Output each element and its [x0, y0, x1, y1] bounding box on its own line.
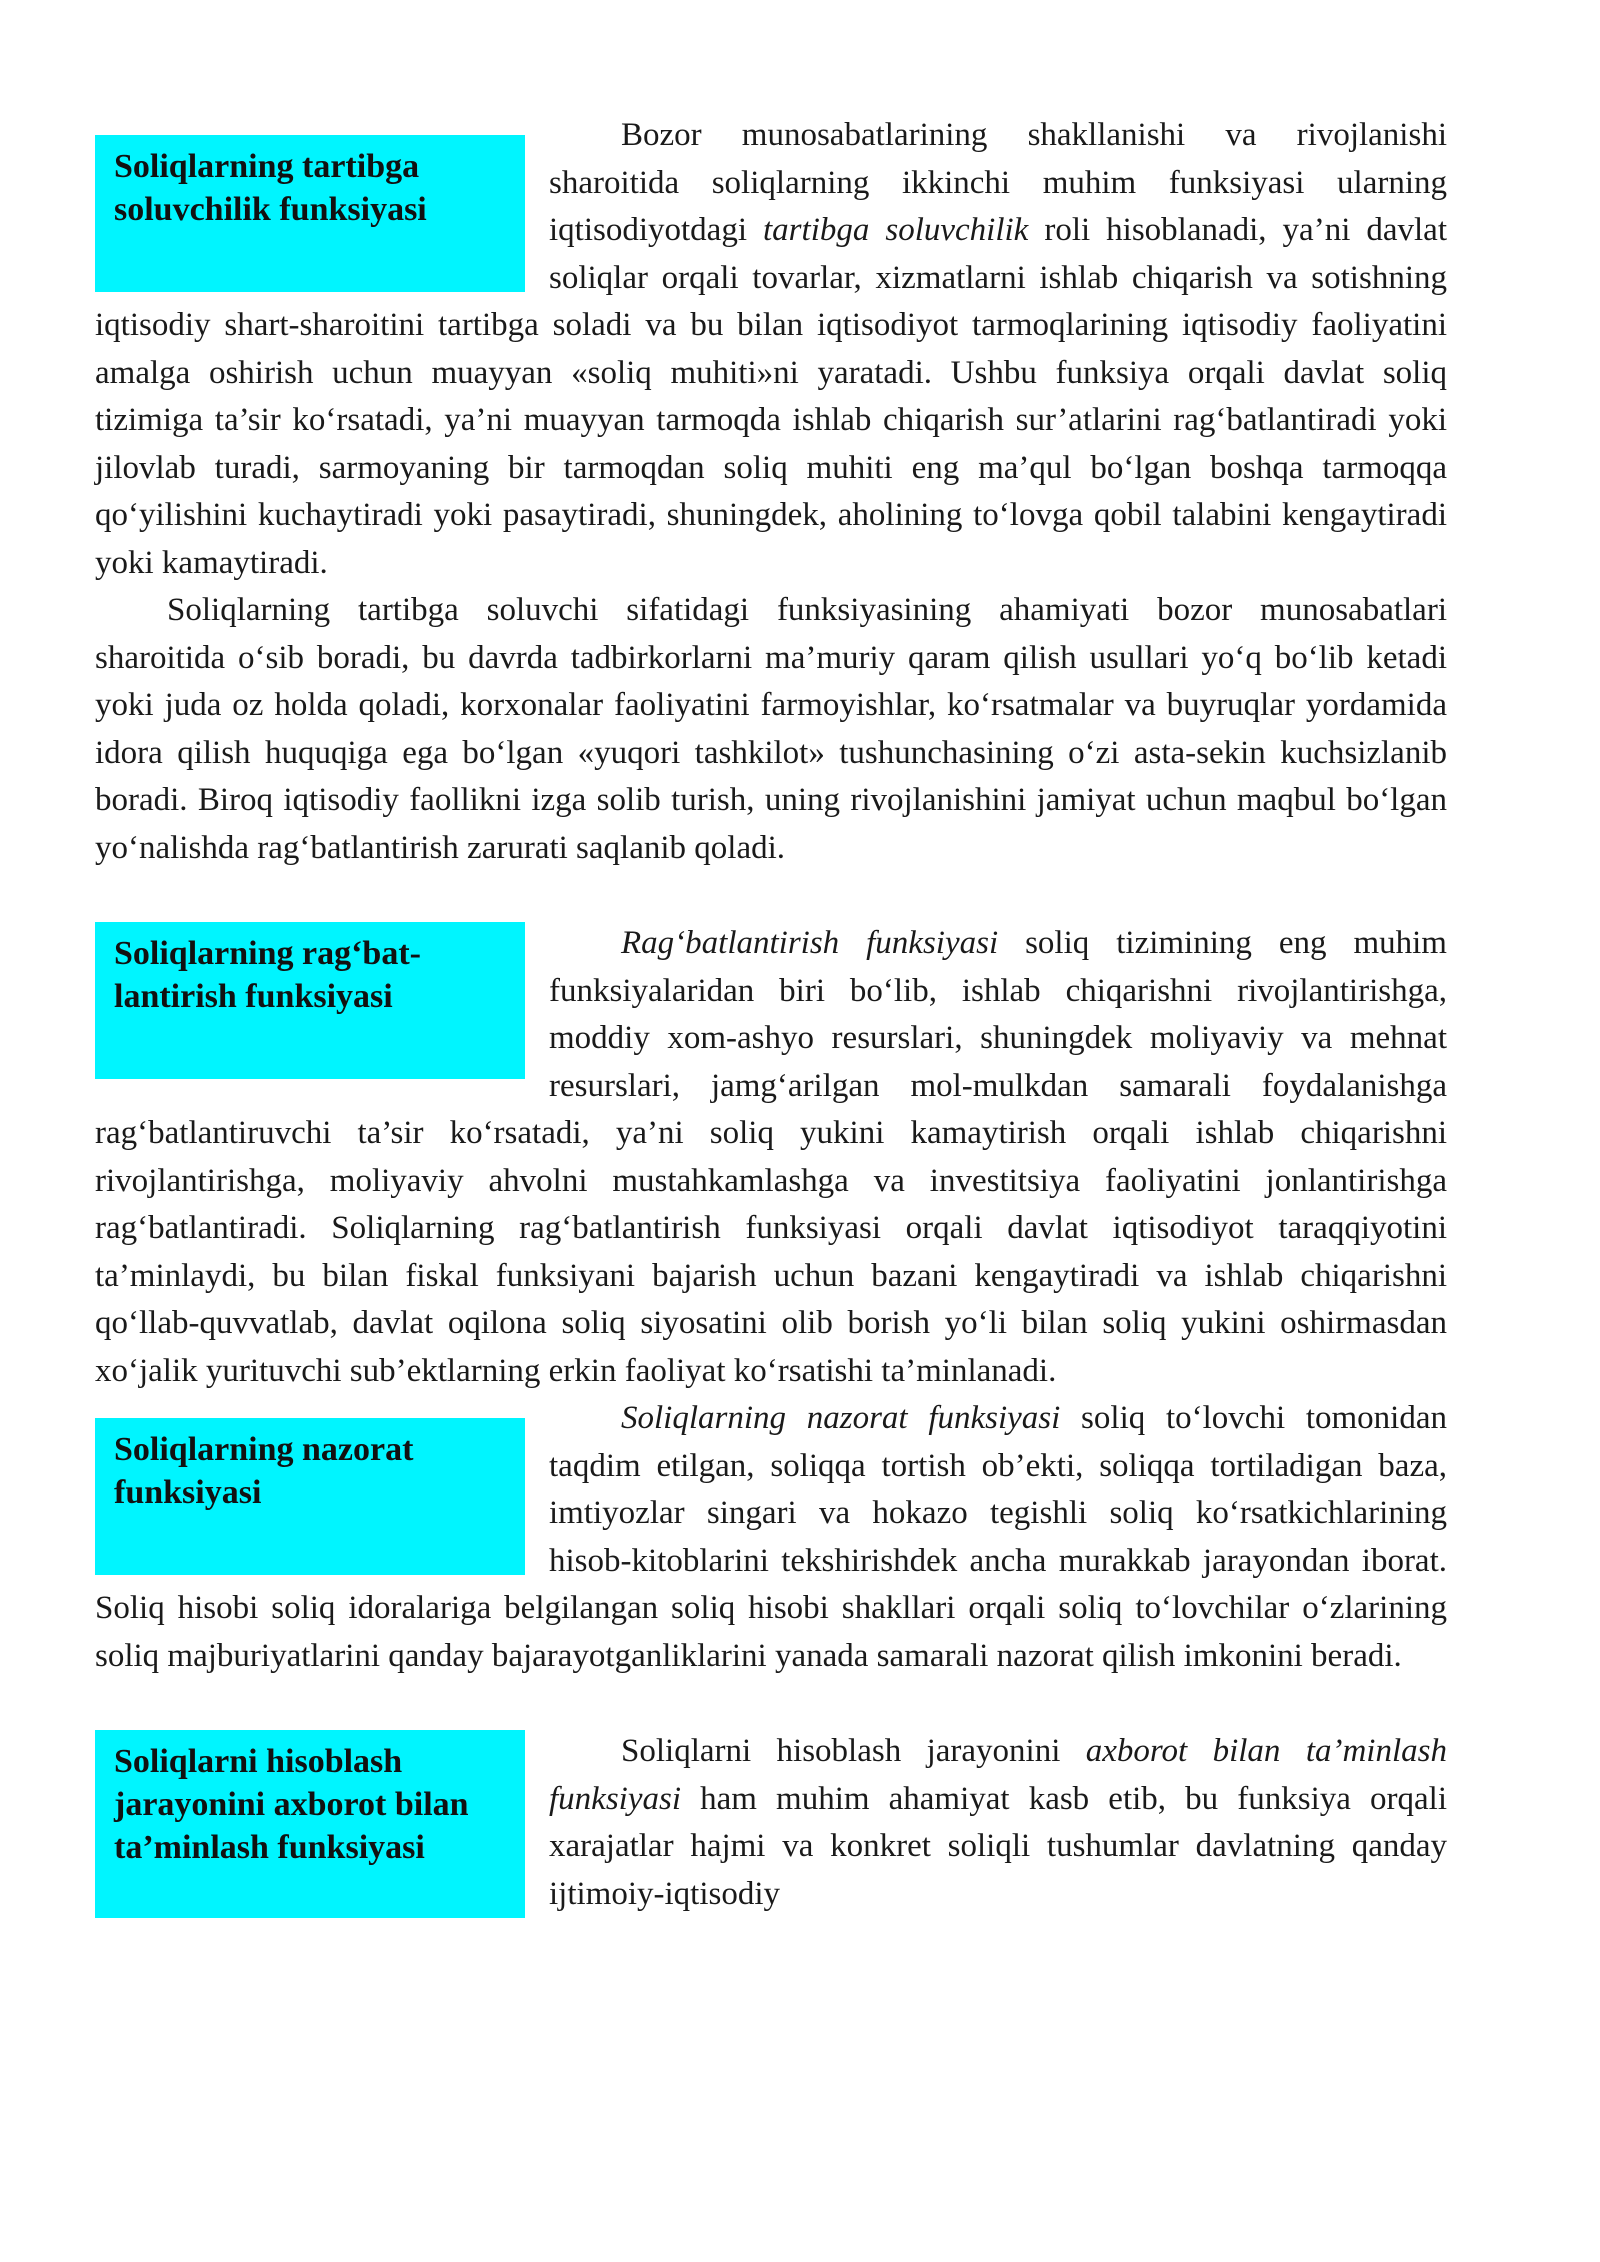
section-incentive-function — [95, 920, 1447, 1395]
text-run: soliq to‘lovchi tomonidan taqdim etilgan, soliqqa tortish ob’ekti, soliqqa tortiladigan baza, imtiyozlar singari va hokazo tegishli soliq ko‘rsatkichlarining hisob-kitoblarini tekshirishdek ancha murakkab jarayondan iborat. Soliq hisobi soliq idoralariga belgilangan soliq hisobi shakllari orqali soliq to‘lovchilar o‘zlarining soliq majburiyatlarini qanday bajarayotganliklarini yanada samarali nazorat qilish imkonini beradi. — [95, 1400, 1447, 1674]
document-page — [95, 112, 1447, 1918]
text-run: roli hisoblanadi, ya’ni davlat soliqlar orqali tovarlar, xizmatlarni ishlab chiqarish va sotishning iqtisodiy shart-sharoitini tartibga soladi va bu bilan iqtisodiyot tarmoqlarining iqtisodiy faoliyatini amalga oshirish uchun muayyan «soliq muhiti»ni yaratadi. Ushbu funksiya orqali davlat soliq tizimiga ta’sir ko‘rsatadi, ya’ni muayyan tarmoqda ishlab chiqarish sur’atlarini rag‘batlantiradi yoki jilovlab turadi, sarmoyaning bir tarmoqdan soliq muhiti eng ma’qul bo‘lgan boshqa tarmoqqa qo‘yilishini kuchaytiradi yoki pasaytiradi, shuningdek, aholining to‘lovga qobil talabini kengaytiradi yoki kamaytiradi. — [95, 212, 1448, 581]
section-heading-box: Soliqlarni hisoblash jarayonini axborot bilan ta’minlash funksiyasi — [95, 1730, 525, 1918]
text-run: Soliqlarning tartibga soluvchi sifatidagi funksiyasining ahamiyati bozor munosabatlari sharoitida o‘sib boradi, bu davrda tadbirkorlarni ma’muriy qaram qilish usullari yo‘q bo‘lib ketadi yoki juda oz holda qoladi, korxonalar faoliyatini farmoyishlar, ko‘rsatmalar va buyruqlar yordamida idora qilish huquqiga ega bo‘lgan «yuqori tashkilot» tushunchasining o‘zi asta-sekin kuchsizlanib boradi. Biroq iqtisodiy faollikni izga solib turish, uning rivojlanishini jamiyat uchun maqbul bo‘lgan yo‘nalishda rag‘batlantirish zarurati saqlanib qoladi. — [95, 592, 1447, 866]
italic-term: tartibga soluvchilik — [763, 212, 1029, 248]
section-heading-box: Soliqlarning rag‘bat-lantirish funksiyasi — [95, 922, 525, 1079]
section-information-function — [95, 1728, 1447, 1918]
text-run: soliq tizimining eng muhim funksiyalaridan biri bo‘lib, ishlab chiqarishni rivojlantirishga, moddiy xom-ashyo resurslari, shuningdek moliyaviy va mehnat resurslari, jamg‘arilgan mol-mulkdan samarali foydalanishga rag‘batlantiruvchi ta’sir ko‘rsatadi, ya’ni soliq yukini kamaytirish orqali ishlab chiqarishni rivojlantirishga, moliyaviy ahvolni mustahkamlashga va investitsiya faoliyatini jonlantirishga rag‘batlantiradi. Soliqlarning rag‘batlantirish funksiyasi orqali davlat iqtisodiyot taraqqiyotini ta’minlaydi, bu bilan fiskal funksiyani bajarish uchun bazani kengaytiradi va ishlab chiqarishni qo‘llab-quvvatlab, davlat oqilona soliq siyosatini olib borish yo‘li bilan soliq yukini oshirmasdan xo‘jalik yurituvchi sub’ektlarning erkin faoliyat ko‘rsatishi ta’minlanadi. — [95, 925, 1447, 1389]
section-heading-box: Soliqlarning tartibga soluvchilik funksiyasi — [95, 135, 525, 292]
section-heading-box: Soliqlarning nazorat funksiyasi — [95, 1418, 525, 1575]
italic-term: Rag‘batlantirish funksiyasi — [621, 925, 999, 961]
text-run: Bozor munosabatlarining shakllanishi va rivojlanishi sharoitida soliqlarning ikkinchi muhim funksiyasi ularning iqtisodiyotdagi — [549, 117, 1447, 248]
text-run: ham muhim ahamiyat kasb etib, bu funksiya orqali xarajatlar hajmi va konkret soliqli tushumlar davlatning qanday ijtimoiy-iqtisodiy — [549, 1780, 1447, 1912]
paragraph — [95, 587, 1447, 872]
italic-term: Soliqlarning nazorat funksiyasi — [621, 1400, 1061, 1436]
section-control-function — [95, 1395, 1447, 1680]
italic-term: axborot bilan ta’minlash funksiyasi — [549, 1733, 1447, 1817]
section-regulatory-function — [95, 112, 1447, 872]
text-run: Soliqlarni hisoblash jarayonini — [621, 1733, 1086, 1769]
